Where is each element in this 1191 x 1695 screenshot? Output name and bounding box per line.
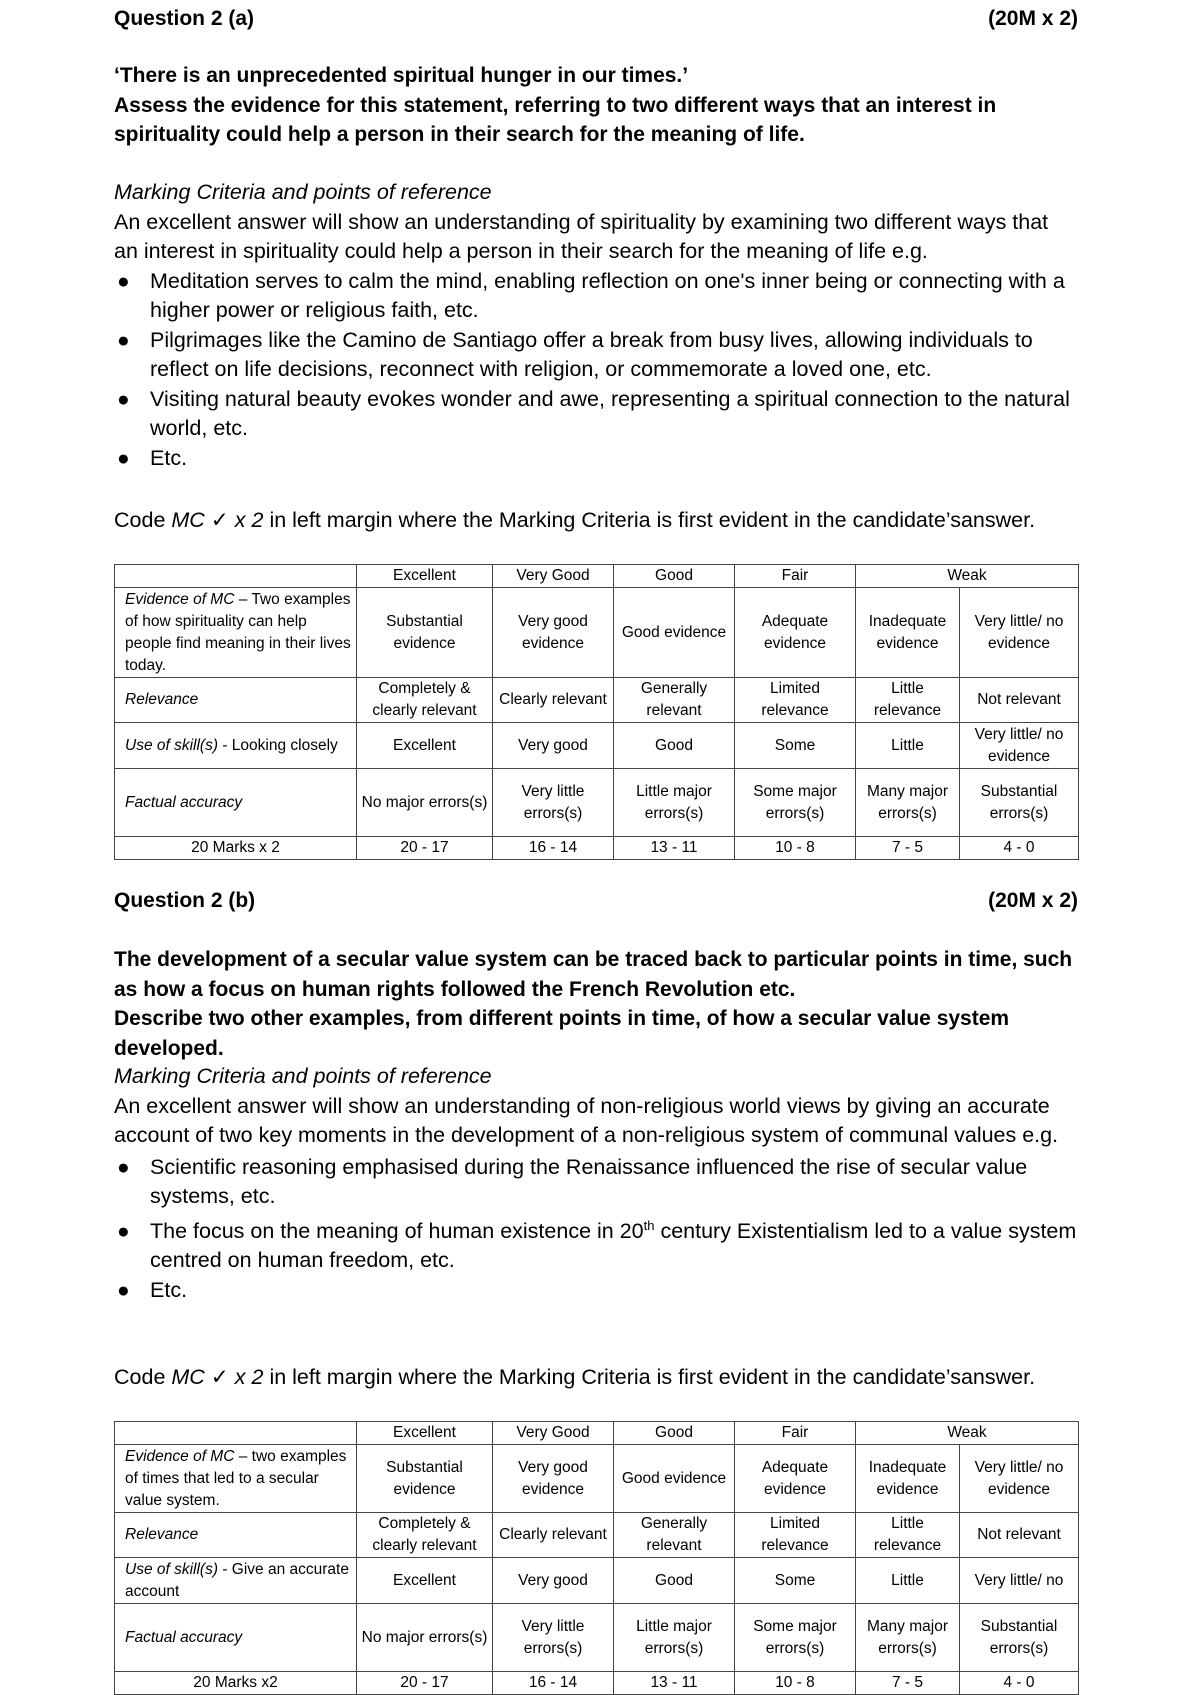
table-cell: Very little errors(s) xyxy=(493,1604,614,1672)
table-cell: 16 - 14 xyxy=(493,1672,614,1695)
table-cell: Completely & clearly relevant xyxy=(357,678,493,723)
table-cell: Substantial evidence xyxy=(357,1445,493,1513)
table-cell: Very good xyxy=(493,1558,614,1604)
table-cell: 7 - 5 xyxy=(856,1672,960,1695)
table-cell: Limited relevance xyxy=(735,678,856,723)
criteria-intro: An excellent answer will show an understanding of non-religious world views by giving an accurate account of two key moments in the development of a non-religious system of communal values e.g. xyxy=(114,1093,1059,1147)
table-cell: Very little errors(s) xyxy=(493,769,614,837)
table-cell: Very little/ no evidence xyxy=(960,723,1079,769)
table-row xyxy=(115,1558,1079,1604)
table-header-row xyxy=(115,565,1079,588)
table-cell: Clearly relevant xyxy=(493,1513,614,1558)
row-label: Use of skill(s) - Looking closely xyxy=(115,723,357,769)
table-cell: No major errors(s) xyxy=(357,769,493,837)
question-instruction: Assess the evidence for this statement, referring to two different ways that an interest in spirituality could help a person in their search for the meaning of life. xyxy=(114,93,997,146)
table-cell: Many major errors(s) xyxy=(856,1604,960,1672)
question-instruction: Describe two other examples, from different points in time, of how a secular value system developed. xyxy=(114,1007,1010,1060)
table-cell: 7 - 5 xyxy=(856,837,960,860)
table-cell: Generally relevant xyxy=(614,678,735,723)
question-marks: (20M x 2) xyxy=(988,889,1078,912)
bullet-icon: ● xyxy=(117,269,130,293)
criteria-title: Marking Criteria and points of reference xyxy=(114,180,492,204)
table-row xyxy=(115,1672,1079,1695)
table-header-row xyxy=(115,1422,1079,1445)
column-header: Good xyxy=(614,565,735,588)
question-2a-prompt xyxy=(114,61,1078,150)
question-2a-header xyxy=(114,6,1078,32)
marking-code-note: Code MC ✓ x 2 in left margin where the Marking Criteria is first evident in the candidate’sanswer. xyxy=(114,1365,1036,1389)
table-cell: 10 - 8 xyxy=(735,837,856,860)
table-cell: Little relevance xyxy=(856,1513,960,1558)
table-cell: 4 - 0 xyxy=(960,1672,1079,1695)
table-cell: Adequate evidence xyxy=(735,1445,856,1513)
mc-code: MC ✓ x 2 xyxy=(171,508,264,532)
table-row xyxy=(115,678,1079,723)
table-cell: Good xyxy=(614,1558,735,1604)
table-row xyxy=(115,723,1079,769)
table-cell: Little major errors(s) xyxy=(614,769,735,837)
row-label: 20 Marks x 2 xyxy=(115,837,357,860)
question-2b-prompt xyxy=(114,945,1078,1063)
table-cell: Some major errors(s) xyxy=(735,1604,856,1672)
row-label: Relevance xyxy=(115,1513,357,1558)
row-label: Relevance xyxy=(115,678,357,723)
bullet-icon: ● xyxy=(117,1219,130,1243)
question-title: Question 2 (a) xyxy=(114,7,255,30)
column-header: Fair xyxy=(735,1422,856,1445)
list-item: ● Etc. xyxy=(114,1276,1078,1306)
row-label: Evidence of MC – two examples of times that led to a secular value system. xyxy=(115,1445,357,1513)
question-2b-header xyxy=(114,888,1078,914)
table-cell: 4 - 0 xyxy=(960,837,1079,860)
table-header-empty xyxy=(115,565,357,588)
table-cell: Inadequate evidence xyxy=(856,588,960,678)
table-cell: 10 - 8 xyxy=(735,1672,856,1695)
table-row xyxy=(115,769,1079,837)
table-cell: Many major errors(s) xyxy=(856,769,960,837)
question-quote: ‘There is an unprecedented spiritual hunger in our times.’ xyxy=(114,64,689,87)
table-cell: Good evidence xyxy=(614,1445,735,1513)
table-cell: Little xyxy=(856,723,960,769)
row-label: Factual accuracy xyxy=(115,769,357,837)
column-header: Good xyxy=(614,1422,735,1445)
table-cell: Very little/ no xyxy=(960,1558,1079,1604)
question-statement: The development of a secular value system can be traced back to particular points in time, such as how a focus on human rights followed the French Revolution etc. xyxy=(114,948,1073,1001)
table-cell: No major errors(s) xyxy=(357,1604,493,1672)
criteria-title: Marking Criteria and points of reference xyxy=(114,1064,492,1088)
table-cell: 13 - 11 xyxy=(614,1672,735,1695)
table-cell: Some major errors(s) xyxy=(735,769,856,837)
table-cell: Substantial errors(s) xyxy=(960,769,1079,837)
table-cell: Substantial evidence xyxy=(357,588,493,678)
table-cell: Little major errors(s) xyxy=(614,1604,735,1672)
marking-rubric-table xyxy=(114,564,1079,860)
table-row xyxy=(115,588,1079,678)
bullet-icon: ● xyxy=(117,446,130,470)
table-cell: Limited relevance xyxy=(735,1513,856,1558)
list-item: ● Etc. xyxy=(114,444,1078,474)
table-cell: Adequate evidence xyxy=(735,588,856,678)
column-header: Weak xyxy=(856,565,1079,588)
bullet-icon: ● xyxy=(117,1278,130,1302)
row-label: Use of skill(s) - Give an accurate account xyxy=(115,1558,357,1604)
criteria-points xyxy=(114,267,1078,474)
table-cell: Excellent xyxy=(357,723,493,769)
table-cell: Substantial errors(s) xyxy=(960,1604,1079,1672)
table-header-empty xyxy=(115,1422,357,1445)
table-cell: Very good evidence xyxy=(493,1445,614,1513)
list-item: ● Pilgrimages like the Camino de Santiago offer a break from busy lives, allowing individuals to reflect on life decisions, reconnect with religion, or commemorate a loved one, etc. xyxy=(117,327,1033,381)
question-2b-criteria xyxy=(114,1062,1078,1305)
marking-rubric-table xyxy=(114,1421,1079,1695)
table-cell: Very good evidence xyxy=(493,588,614,678)
question-marks: (20M x 2) xyxy=(988,7,1078,30)
table-cell: Generally relevant xyxy=(614,1513,735,1558)
table-cell: Some xyxy=(735,723,856,769)
bullet-icon: ● xyxy=(117,387,130,411)
table-cell: Little xyxy=(856,1558,960,1604)
table-cell: 20 - 17 xyxy=(357,1672,493,1695)
table-cell: Completely & clearly relevant xyxy=(357,1513,493,1558)
column-header: Excellent xyxy=(357,565,493,588)
table-row xyxy=(115,837,1079,860)
table-cell: 20 - 17 xyxy=(357,837,493,860)
table-cell: Very good xyxy=(493,723,614,769)
table-cell: Not relevant xyxy=(960,1513,1079,1558)
list-item: ● Scientific reasoning emphasised during the Renaissance influenced the rise of secular value systems, etc. xyxy=(117,1154,1028,1208)
row-label: Factual accuracy xyxy=(115,1604,357,1672)
table-cell: Good xyxy=(614,723,735,769)
column-header: Fair xyxy=(735,565,856,588)
question-2a-criteria xyxy=(114,178,1078,473)
table-row xyxy=(115,1513,1079,1558)
table-cell: Clearly relevant xyxy=(493,678,614,723)
bullet-icon: ● xyxy=(117,1155,130,1179)
table-cell: Very little/ no evidence xyxy=(960,1445,1079,1513)
table-cell: Some xyxy=(735,1558,856,1604)
list-item: ● The focus on the meaning of human existence in 20th century Existentialism led to a value system centred on human freedom, etc. xyxy=(117,1217,1077,1272)
row-label: Evidence of MC – Two examples of how spirituality can help people find meaning in their lives today. xyxy=(115,588,357,678)
column-header: Very Good xyxy=(493,1422,614,1445)
table-cell: Little relevance xyxy=(856,678,960,723)
criteria-points xyxy=(114,1153,1078,1306)
list-item: ● Meditation serves to calm the mind, enabling reflection on one's inner being or connecting with a higher power or religious faith, etc. xyxy=(117,268,1065,322)
table-row xyxy=(115,1445,1079,1513)
question-title: Question 2 (b) xyxy=(114,889,256,912)
table-cell: 16 - 14 xyxy=(493,837,614,860)
table-cell: Good evidence xyxy=(614,588,735,678)
column-header: Very Good xyxy=(493,565,614,588)
table-cell: Not relevant xyxy=(960,678,1079,723)
column-header: Weak xyxy=(856,1422,1079,1445)
table-row xyxy=(115,1604,1079,1672)
list-item: ● Visiting natural beauty evokes wonder and awe, representing a spiritual connection to the natural world, etc. xyxy=(117,386,1070,440)
bullet-icon: ● xyxy=(117,328,130,352)
table-cell: Inadequate evidence xyxy=(856,1445,960,1513)
column-header: Excellent xyxy=(357,1422,493,1445)
criteria-intro: An excellent answer will show an understanding of spirituality by examining two different ways that an interest in spirituality could help a person in their search for the meaning of life e.g. xyxy=(114,209,1049,263)
row-label: 20 Marks x2 xyxy=(115,1672,357,1695)
marking-code-note: Code MC ✓ x 2 in left margin where the Marking Criteria is first evident in the candidate’sanswer. xyxy=(114,508,1036,532)
table-cell: Excellent xyxy=(357,1558,493,1604)
table-cell: Very little/ no evidence xyxy=(960,588,1079,678)
mc-code: MC ✓ x 2 xyxy=(171,1365,264,1389)
table-cell: 13 - 11 xyxy=(614,837,735,860)
